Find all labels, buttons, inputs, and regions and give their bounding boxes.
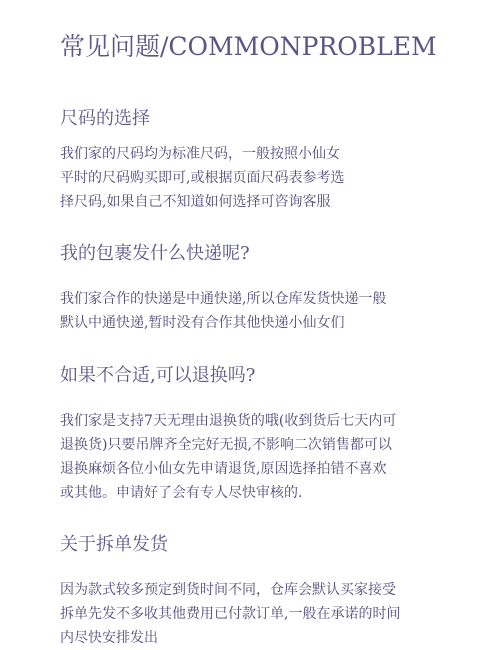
section-body bbox=[60, 287, 450, 335]
body-line: 平时的尺码购买即可,或根据页面尺码表参考选 bbox=[60, 170, 345, 186]
faq-section-split-shipment bbox=[60, 532, 450, 650]
body-line: 择尺码,如果自己不知道如何选择可咨询客服 bbox=[60, 194, 331, 210]
section-body bbox=[60, 409, 450, 505]
faq-section-shipping bbox=[60, 241, 450, 335]
faq-section-returns bbox=[60, 363, 450, 505]
faq-section-size bbox=[60, 106, 450, 214]
body-line: 我们家合作的快递是中通快递,所以仓库发货快递一般 bbox=[60, 291, 387, 307]
body-line: 因为款式较多预定到货时间不同，仓库会默认买家接受 bbox=[60, 582, 396, 598]
page-title: 常见问题/COMMONPROBLEM bbox=[60, 32, 437, 61]
section-heading: 尺码的选择 bbox=[60, 108, 150, 129]
section-body bbox=[60, 578, 450, 650]
section-heading: 关于拆单发货 bbox=[60, 534, 168, 555]
body-line: 我们家是支持7天无理由退换货的哦(收到货后七天内可 bbox=[60, 413, 397, 429]
body-line: 我们家的尺码均为标准尺码，一般按照小仙女 bbox=[60, 146, 340, 162]
body-line: 默认中通快递,暂时没有合作其他快递小仙女们 bbox=[60, 315, 345, 331]
section-heading: 我的包裹发什么快递呢? bbox=[60, 243, 250, 264]
body-line: 或其他。申请好了会有专人尽快审核的. bbox=[60, 485, 303, 501]
body-line: 退换麻烦各位小仙女先申请退货,原因选择拍错不喜欢 bbox=[60, 461, 387, 477]
section-body bbox=[60, 142, 450, 214]
body-line: 退换货)只要吊牌齐全完好无损,不影响二次销售都可以 bbox=[60, 437, 392, 453]
body-line: 拆单先发不多收其他费用已付款订单,一般在承诺的时间 bbox=[60, 606, 401, 622]
section-heading: 如果不合适,可以退换吗? bbox=[60, 365, 256, 386]
body-line: 内尽快安排发出 bbox=[60, 630, 158, 646]
